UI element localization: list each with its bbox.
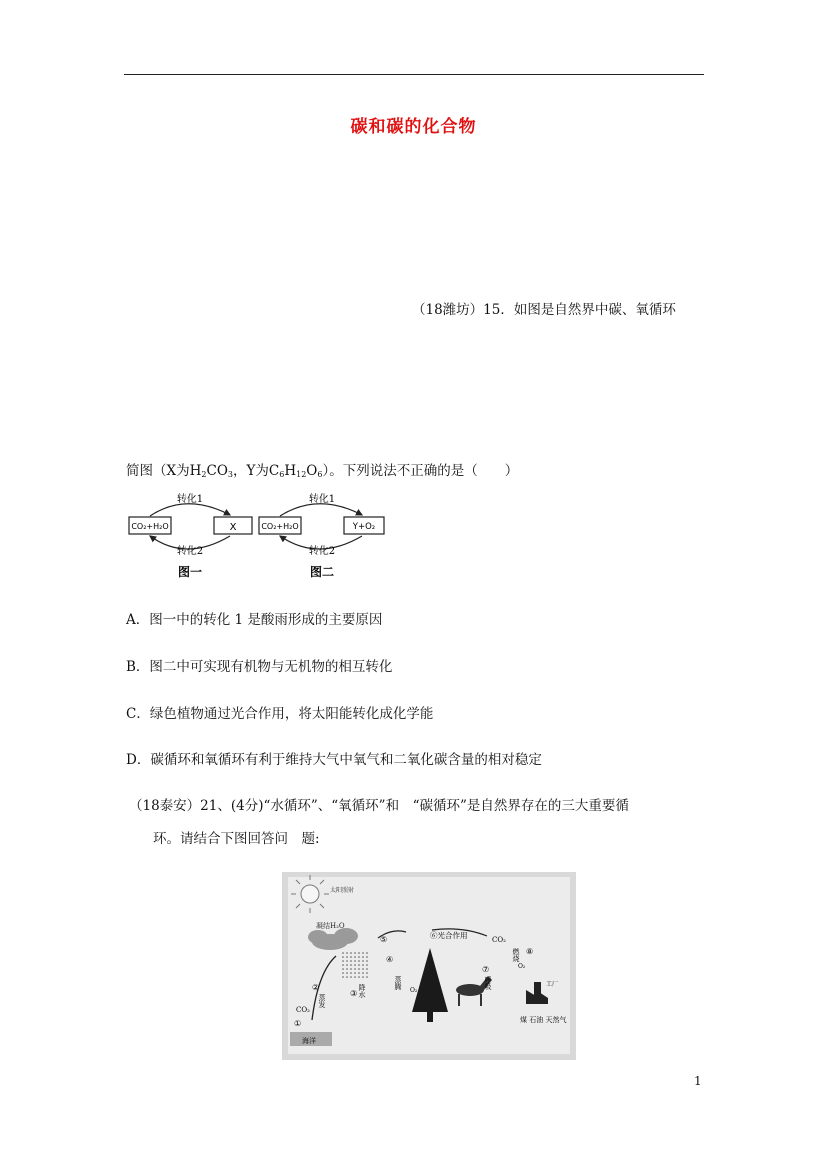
label-transpiration: 蒸腾 [394,976,402,990]
carbon-oxygen-cycle-figure [126,490,391,582]
box-y-label: Y+O₂ [352,522,376,532]
label-burn: 燃烧 [512,948,520,962]
sun-label: 太阳照射 [330,887,355,894]
label-evaporation: 蒸发 [318,994,326,1008]
label-5: ⑤ [380,935,388,944]
header-rule [124,74,704,75]
label-convert1-b: 转化1 [308,494,336,505]
label-ocean: 海洋 [302,1037,316,1045]
caption-figure-two: 图二 [309,565,335,579]
option-a: A．图一中的转化 1 是酸雨形成的主要原因 [126,612,383,628]
label-1: ① [294,1019,302,1028]
label-co2: CO₂ [492,936,506,944]
water-oxygen-carbon-cycle-photo [282,872,576,1060]
box-x-label: X [229,522,237,533]
page-title: 碳和碳的化合物 [350,117,477,137]
arrow-convert1-a [150,504,230,516]
box-label-left-2: CO₂+H₂O [261,522,299,531]
rain-icon [340,952,370,980]
q21-line2: 环。请结合下图回答问 题: [153,831,320,847]
caption-figure-one: 图一 [177,565,203,579]
q21-line1: （18泰安）21、(4分)“水循环”、“氧循环”和 “碳循环”是自然界存在的三大重要循 [129,798,629,814]
q15-stem: 简图（X为$H_2CO_3$，Y为$C_6H_{12}O_6$）。下列说法不正确的是（ ） [126,463,519,479]
label-co2-ocean: CO₂ [296,1006,310,1014]
label-o2-tree: O₂ [410,987,418,994]
label-fuel: 煤 石油 天然气 [520,1016,567,1024]
q15-intro: （18潍坊）15．如图是自然界中碳、氧循环 [412,302,676,318]
condense-label: 凝结H₂O [316,922,345,930]
label-convert1-a: 转化1 [176,494,204,505]
box-label-left-1: CO₂+H₂O [131,522,169,531]
label-2: ② [312,983,320,992]
label-convert2-a: 转化2 [176,546,204,557]
label-7: ⑦ [482,965,490,974]
label-photosynthesis: ⑥光合作用 [430,931,468,940]
page-number: 1 [694,1074,702,1088]
label-factory: 工厂 [546,981,559,988]
option-c: C．绿色植物通过光合作用，将太阳能转化成化学能 [126,706,434,722]
label-3: ③ [350,989,358,998]
label-o2-factory: O₂ [518,963,526,970]
label-4: ④ [386,955,394,964]
option-b: B．图二中可实现有机物与无机物的相互转化 [126,659,393,675]
label-8: ⑧ [526,947,534,956]
figure-one [129,492,252,579]
arrow-convert1-b [280,504,362,516]
label-convert2-b: 转化2 [308,546,336,557]
option-d: D．碳循环和氧循环有利于维持大气中氧气和二氧化碳含量的相对稳定 [126,752,542,768]
label-breath: 呼吸 [484,976,492,990]
label-rain: 降水 [358,984,366,998]
figure-two [259,492,384,579]
